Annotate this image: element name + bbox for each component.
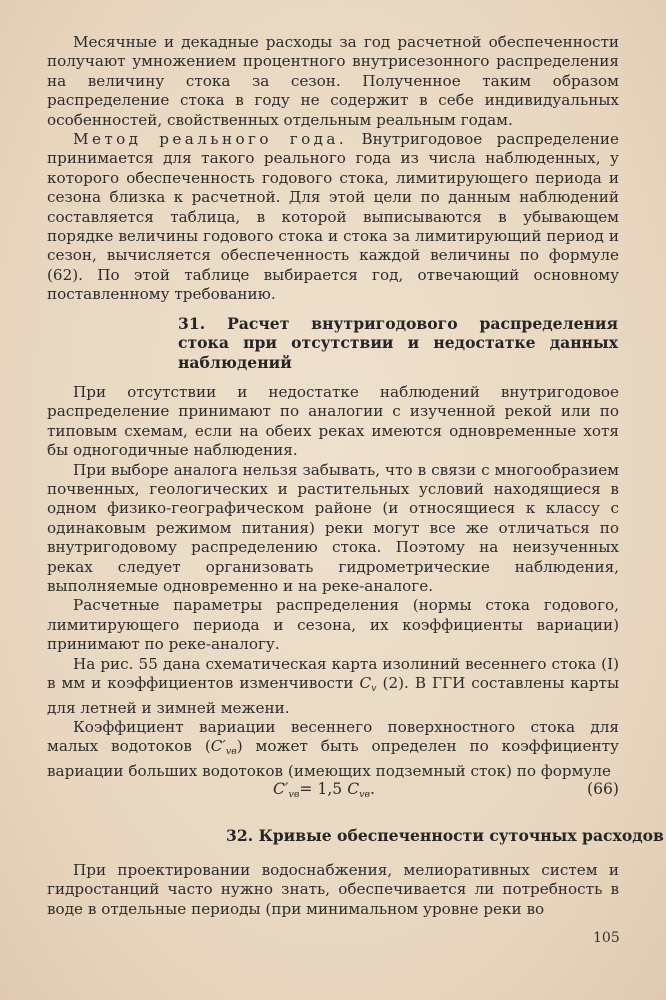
formula-rhs-sub: vв	[359, 789, 371, 800]
formula-expression	[273, 780, 375, 800]
section-31-paragraph-1: При отсутствии и недостатке наблюдений внутригодовое распределение принимают по аналогии с изученной рекой или по типовым схемам, если на обеих реках имеются одновременные хотя бы одногодичные наблюдения.	[47, 383, 619, 460]
section-32-heading	[226, 826, 664, 845]
cv-prime-sub: vв	[225, 746, 237, 758]
intro-block	[47, 33, 619, 305]
formula-rhs: C	[347, 780, 360, 798]
section-32-title: Кривые обеспеченности суточных расходов	[258, 826, 664, 845]
cv-symbol: C	[359, 674, 372, 693]
section-31-body	[47, 383, 619, 781]
section-31-title: Расчет внутригодового распределения стока при отсутствии и недостатке данных наблюдений	[178, 314, 618, 372]
formula-66	[47, 780, 619, 804]
section-32-number: 32.	[226, 826, 254, 845]
intro-paragraph-1: Месячные и декадные расходы за год расчетной обеспеченности получают умножением процентного внутрисезонного распределения на величину стока за сезон. Полученное таким образом распределение стока в году не содержит в себе индивидуальных особенностей, свойственных отдельным реальным годам.	[47, 33, 619, 129]
formula-end: .	[370, 780, 375, 798]
formula-lhs-sub: vв	[288, 789, 300, 800]
formula-number: (66)	[586, 780, 619, 798]
section-32-paragraph: При проектировании водоснабжения, мелиоративных систем и гидростанций часто нужно знать, обеспечивается ли потребность в воде в отдельные периоды (при минимальном уровне реки во	[47, 861, 619, 918]
formula-eq: = 1,5	[299, 780, 343, 798]
method-label: Метод реального года.	[73, 130, 348, 149]
section-31-paragraph-2: При выборе аналога нельзя забывать, что в связи с многообразием почвенных, геологических и растительных условий находящиеся в одном физико-географическом районе (и относящиеся к классу с одинаковым режимом питания) реки могут все же отличаться по внутригодовому распределению стока. Поэтому на неизученных реках следует организовать гидрометрические наблюдения, выполняемые одновременно и на реке-аналоге.	[47, 460, 619, 596]
section-31-number: 31.	[178, 314, 206, 333]
intro-paragraph-2	[47, 130, 619, 305]
page-number: 105	[593, 930, 620, 946]
section-31-heading	[178, 314, 618, 372]
coef-text-b: ) может быть определен по коэффициенту вариации больших водотоков (имеющих подземный сток) по формуле	[47, 737, 619, 780]
section-31-paragraph-3: Расчетные параметры распределения (нормы стока годового, лимитирующего периода и сезона, их коэффициенты вариации) принимают по реке-аналогу.	[47, 596, 619, 654]
section-31-fig-paragraph	[47, 655, 619, 718]
cv-prime-symbol: C′	[210, 737, 226, 756]
section-31-coef-paragraph	[47, 718, 619, 781]
fig-text-a: На рис. 55 дана схематическая карта изолиний весеннего стока (I) в мм и коэффициентов изменчивости	[47, 654, 619, 693]
cv-symbol-sub: v	[371, 683, 377, 695]
section-32-body	[47, 861, 619, 919]
coef-text-a: Коэффициент вариации весеннего поверхностного стока для малых водотоков (	[47, 717, 619, 756]
intro-paragraph-2-text: Внутригодовое распределение принимается для такого реального года из числа наблюденных, у которого обеспеченность годового стока, лимитирующего периода и сезона близка к расчетной. Для этой цели по данным наблюдений составляется таблица, в которой выписываются в убывающем порядке величины годового стока и стока за лимитирующий период и сезон, вычисляется обеспеченность каждой величины по формуле (62). По этой таблице выбирается год, отвечающий основному поставленному требованию.	[47, 130, 620, 304]
fig-text-b: (2). В ГГИ составлены карты для летней и зимней межени.	[47, 674, 620, 717]
formula-lhs: C′	[273, 780, 289, 798]
